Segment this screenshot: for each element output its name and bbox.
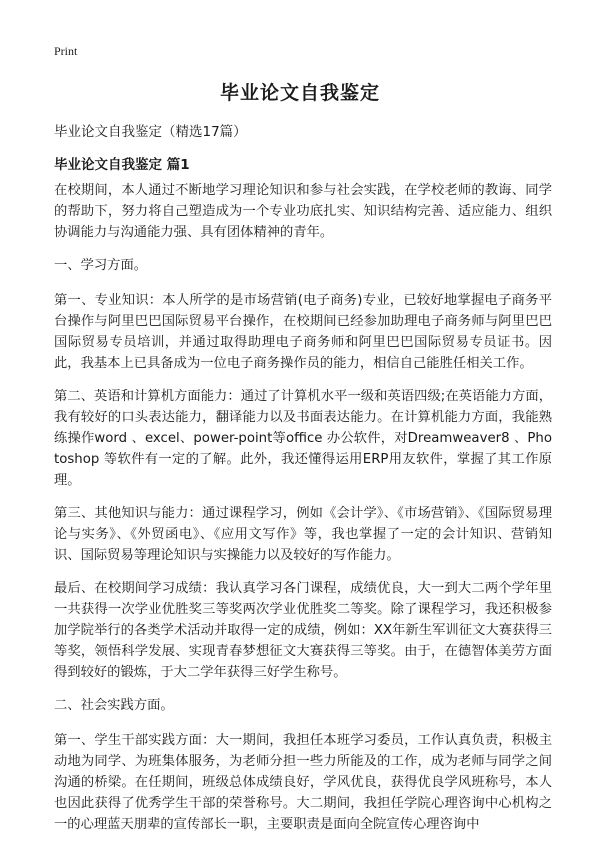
paragraph-practice-heading: 二、社会实践方面。 — [54, 698, 174, 713]
paragraph-professional-knowledge: 第一、专业知识：本人所学的是市场营销(电子商务)专业，已较好地掌握电子商务平台操作与阿里巴巴国际贸易平台操作，在校期间已经参加助理电子商务师与阿里巴巴国际贸易专员培训，并通过取得助理电子商务师和阿里巴巴国际贸易专员证书。因此，我基本上已具备成为一位电子商务操作员的能力，相信自己能胜任相关工作。 — [54, 293, 552, 371]
paragraph-intro: 在校期间，本人通过不断地学习理论知识和参与社会实践，在学校老师的教诲、同学的帮助下，努力将自己塑造成为一个专业功底扎实、知识结构完善、适应能力、组织协调能力与沟通能力强、具有团体精神的青年。 — [54, 183, 552, 240]
section-heading: 毕业论文自我鉴定 篇1 — [54, 157, 190, 173]
paragraph-other-knowledge: 第三、其他知识与能力：通过课程学习，例如《会计学》、《市场营销》、《国际贸易理论与实务》、《外贸函电》、《应用文写作》等，我也掌握了一定的会计知识、营销知识、国际贸易等理论知识与实操能力以及较好的写作能力。 — [54, 506, 552, 563]
paragraph-student-cadre: 第一、学生干部实践方面：大一期间，我担任本班学习委员，工作认真负责，积极主动地为同学、为班集体服务，为老师分担一些力所能及的工作，成为老师与同学之间沟通的桥梁。在任期间，班级总体成绩良好，学风优良，获得优良学风班称号，本人也因此获得了优秀学生干部的荣誉称号。大二期间，我担任学院心理咨询中心机构之一的心理蓝天朋辈的宣传部长一职，主要职责是面向全院宣传心理咨询中 — [54, 733, 552, 832]
page-title: 毕业论文自我鉴定 — [219, 82, 380, 104]
paragraph-grades: 最后、在校期间学习成绩：我认真学习各门课程，成绩优良，大一到大二两个学年里一共获得一次学业优胜奖三等奖两次学业优胜奖二等奖。除了课程学习，我还积极参加学院举行的各类学术活动并取得一定的成绩，例如：XX年新生军训征文大赛获得三等奖，领悟科学发展、实现青春梦想征文大赛获得三等奖。由于，在德智体美劳方面得到较好的锻炼，于大二学年获得三好学生称号。 — [54, 581, 552, 680]
paragraph-study-heading: 一、学习方面。 — [54, 258, 148, 273]
print-label[interactable]: Print — [54, 44, 78, 58]
paragraph-english-computer: 第二、英语和计算机方面能力：通过了计算机水平一级和英语四级;在英语能力方面，我有较好的口头表达能力，翻译能力以及书面表达能力。在计算机能力方面，我能熟练操作word 、excel、power-point等office 办公软件，对Dreamweaver8 、Photoshop 等软件有一定的了解。此外，我还懂得运用ERP用友软件，掌握了其工作原理。 — [54, 389, 552, 488]
body-text — [54, 180, 552, 847]
document-subtitle: 毕业论文自我鉴定（精选17篇） — [54, 124, 247, 140]
